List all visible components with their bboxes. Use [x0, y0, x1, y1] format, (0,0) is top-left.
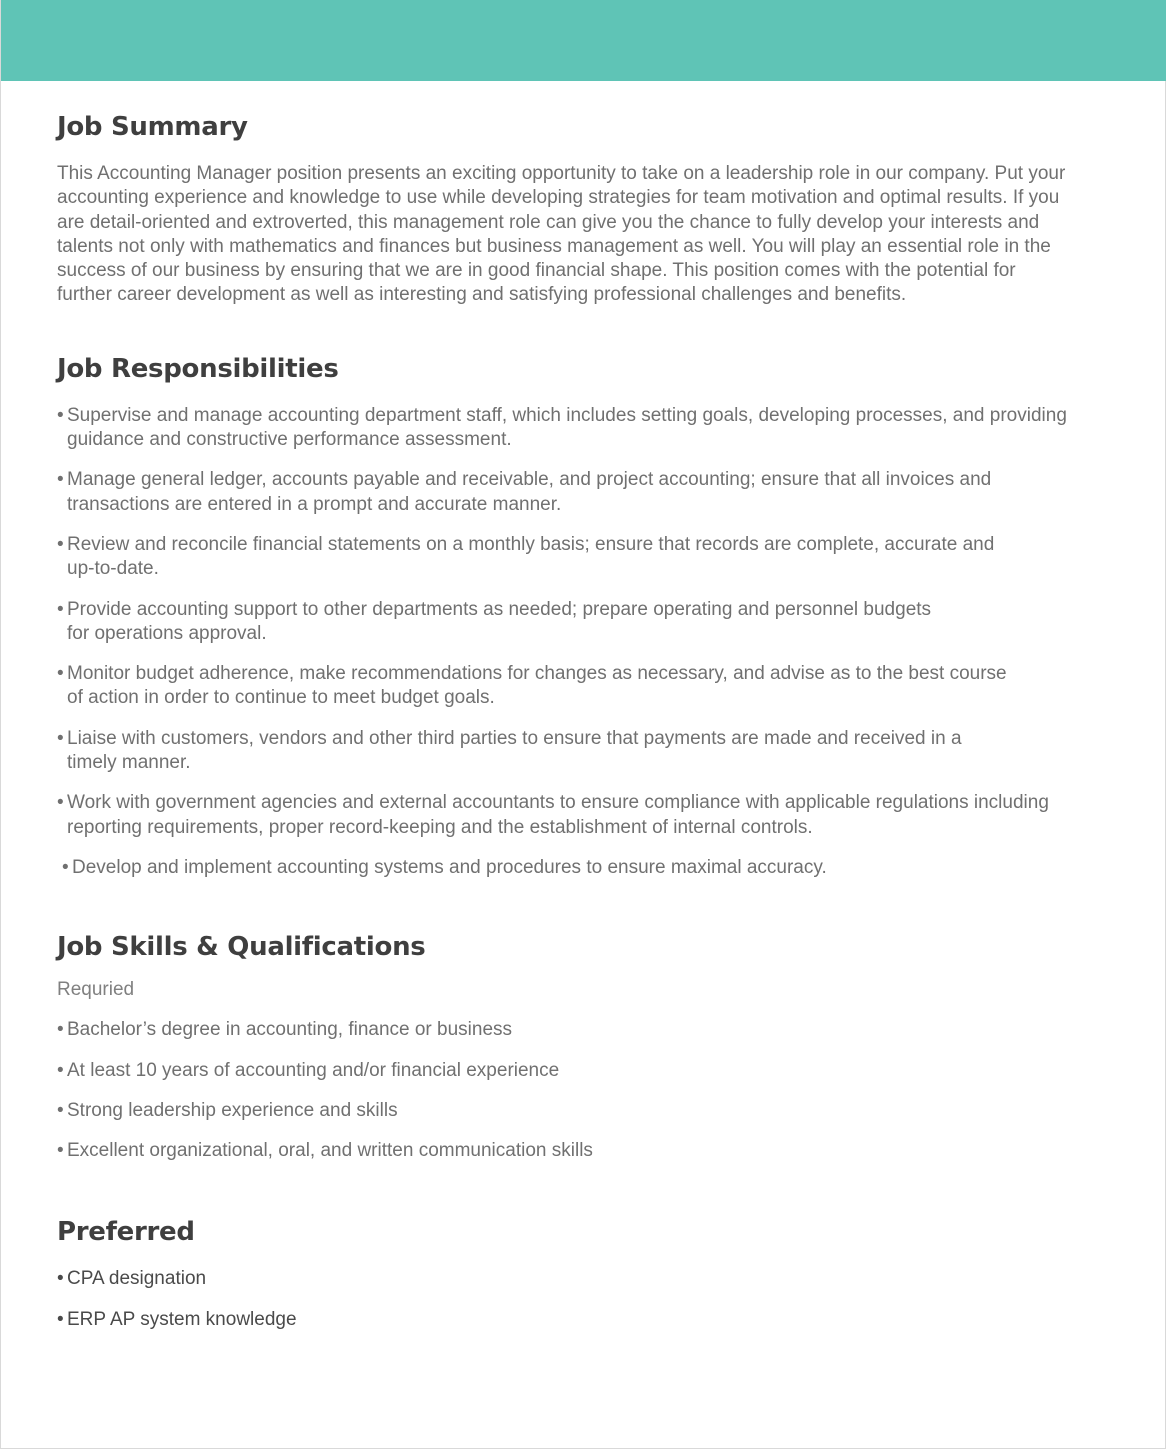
document-content [57, 112, 1117, 1332]
preferred-item [57, 1267, 1117, 1291]
job-summary-heading: Job Summary [57, 112, 248, 142]
responsibility-line: Provide accounting support to other departments as needed; prepare operating and personnel budgets [67, 598, 932, 620]
job-summary-line: success of our business by ensuring that we are in good financial shape. This position comes with the potential for [57, 260, 1016, 282]
required-item [57, 1018, 1117, 1042]
bullet-dot: • [57, 533, 64, 555]
bullet-dot: • [57, 1019, 64, 1041]
job-summary-line: talents not only with mathematics and finances but business management as well. You will play an essential role in the [57, 235, 1051, 257]
job-responsibilities-section [57, 354, 1117, 880]
bullet-dot: • [57, 404, 64, 426]
required-item [57, 1139, 1117, 1163]
bullet-dot: • [57, 469, 64, 491]
job-responsibilities-heading: Job Responsibilities [57, 353, 339, 384]
bullet-dot: • [57, 792, 64, 814]
preferred-item [57, 1308, 1117, 1332]
responsibility-line: reporting requirements, proper record-keeping and the establishment of internal controls. [67, 816, 813, 838]
responsibility-line: Work with government agencies and external accountants to ensure compliance with applicable regulations including [67, 792, 1049, 814]
responsibility-line: Monitor budget adherence, make recommendations for changes as necessary, and advise as to the best course [67, 663, 1007, 685]
responsibility-line: Manage general ledger, accounts payable and receivable, and project accounting; ensure that all invoices and [67, 469, 992, 491]
required-label: Requried [57, 979, 135, 1001]
responsibility-item [57, 662, 1117, 711]
bullet-dot: • [57, 1268, 64, 1290]
header-color-band [1, 0, 1166, 81]
responsibility-line: Supervise and manage accounting department staff, which includes setting goals, developing processes, and providing [67, 404, 1067, 426]
bullet-dot: • [57, 663, 64, 685]
bullet-dot: • [57, 727, 64, 749]
required-item-text: Bachelor’s degree in accounting, finance or business [67, 1019, 513, 1041]
bullet-dot: • [57, 1308, 64, 1330]
responsibility-line: Review and reconcile financial statements on a monthly basis; ensure that records are complete, accurate and [67, 533, 995, 555]
responsibility-item [57, 598, 1117, 647]
responsibility-item [62, 856, 1117, 880]
bullet-dot: • [57, 598, 64, 620]
required-item-text: Strong leadership experience and skills [67, 1099, 398, 1121]
responsibility-item [57, 727, 1117, 776]
responsibility-item [57, 533, 1117, 582]
job-summary-line: further career development as well as interesting and satisfying professional challenges and benefits. [57, 284, 907, 306]
responsibility-line: Develop and implement accounting systems and procedures to ensure maximal accuracy. [72, 856, 827, 878]
bullet-dot: • [62, 856, 69, 878]
responsibility-item [57, 791, 1117, 840]
job-skills-heading: Job Skills & Qualifications [57, 932, 426, 963]
responsibility-line: transactions are entered in a prompt and accurate manner. [67, 493, 562, 515]
responsibility-line: up-to-date. [67, 558, 159, 580]
preferred-section [57, 1217, 1117, 1332]
responsibility-line: of action in order to continue to meet budget goals. [67, 687, 495, 709]
responsibility-line: guidance and constructive performance assessment. [67, 429, 512, 451]
responsibility-line: for operations approval. [67, 622, 267, 644]
bullet-dot: • [57, 1099, 64, 1121]
job-summary-section [57, 112, 1117, 308]
preferred-item-text: CPA designation [67, 1268, 207, 1290]
job-summary-line: accounting experience and knowledge to use while developing strategies for team motivation and optimal results. If you [57, 187, 1060, 209]
bullet-dot: • [57, 1140, 64, 1162]
required-item-text: At least 10 years of accounting and/or financial experience [67, 1059, 560, 1081]
job-summary-line: are detail-oriented and extroverted, this management role can give you the chance to fully develop your interests and [57, 211, 1040, 233]
responsibility-item [57, 468, 1117, 517]
required-item [57, 1099, 1117, 1123]
required-item-text: Excellent organizational, oral, and written communication skills [67, 1140, 593, 1162]
preferred-heading: Preferred [57, 1217, 195, 1248]
responsibility-line: timely manner. [67, 752, 191, 774]
job-skills-section [57, 932, 1117, 1163]
responsibility-line: Liaise with customers, vendors and other third parties to ensure that payments are made and received in a [67, 727, 962, 749]
responsibility-item [57, 404, 1117, 453]
bullet-dot: • [57, 1059, 64, 1081]
job-summary-line: This Accounting Manager position presents an exciting opportunity to take on a leadership role in our company. Put your [57, 163, 1066, 184]
required-item [57, 1059, 1117, 1083]
preferred-item-text: ERP AP system knowledge [67, 1308, 297, 1330]
